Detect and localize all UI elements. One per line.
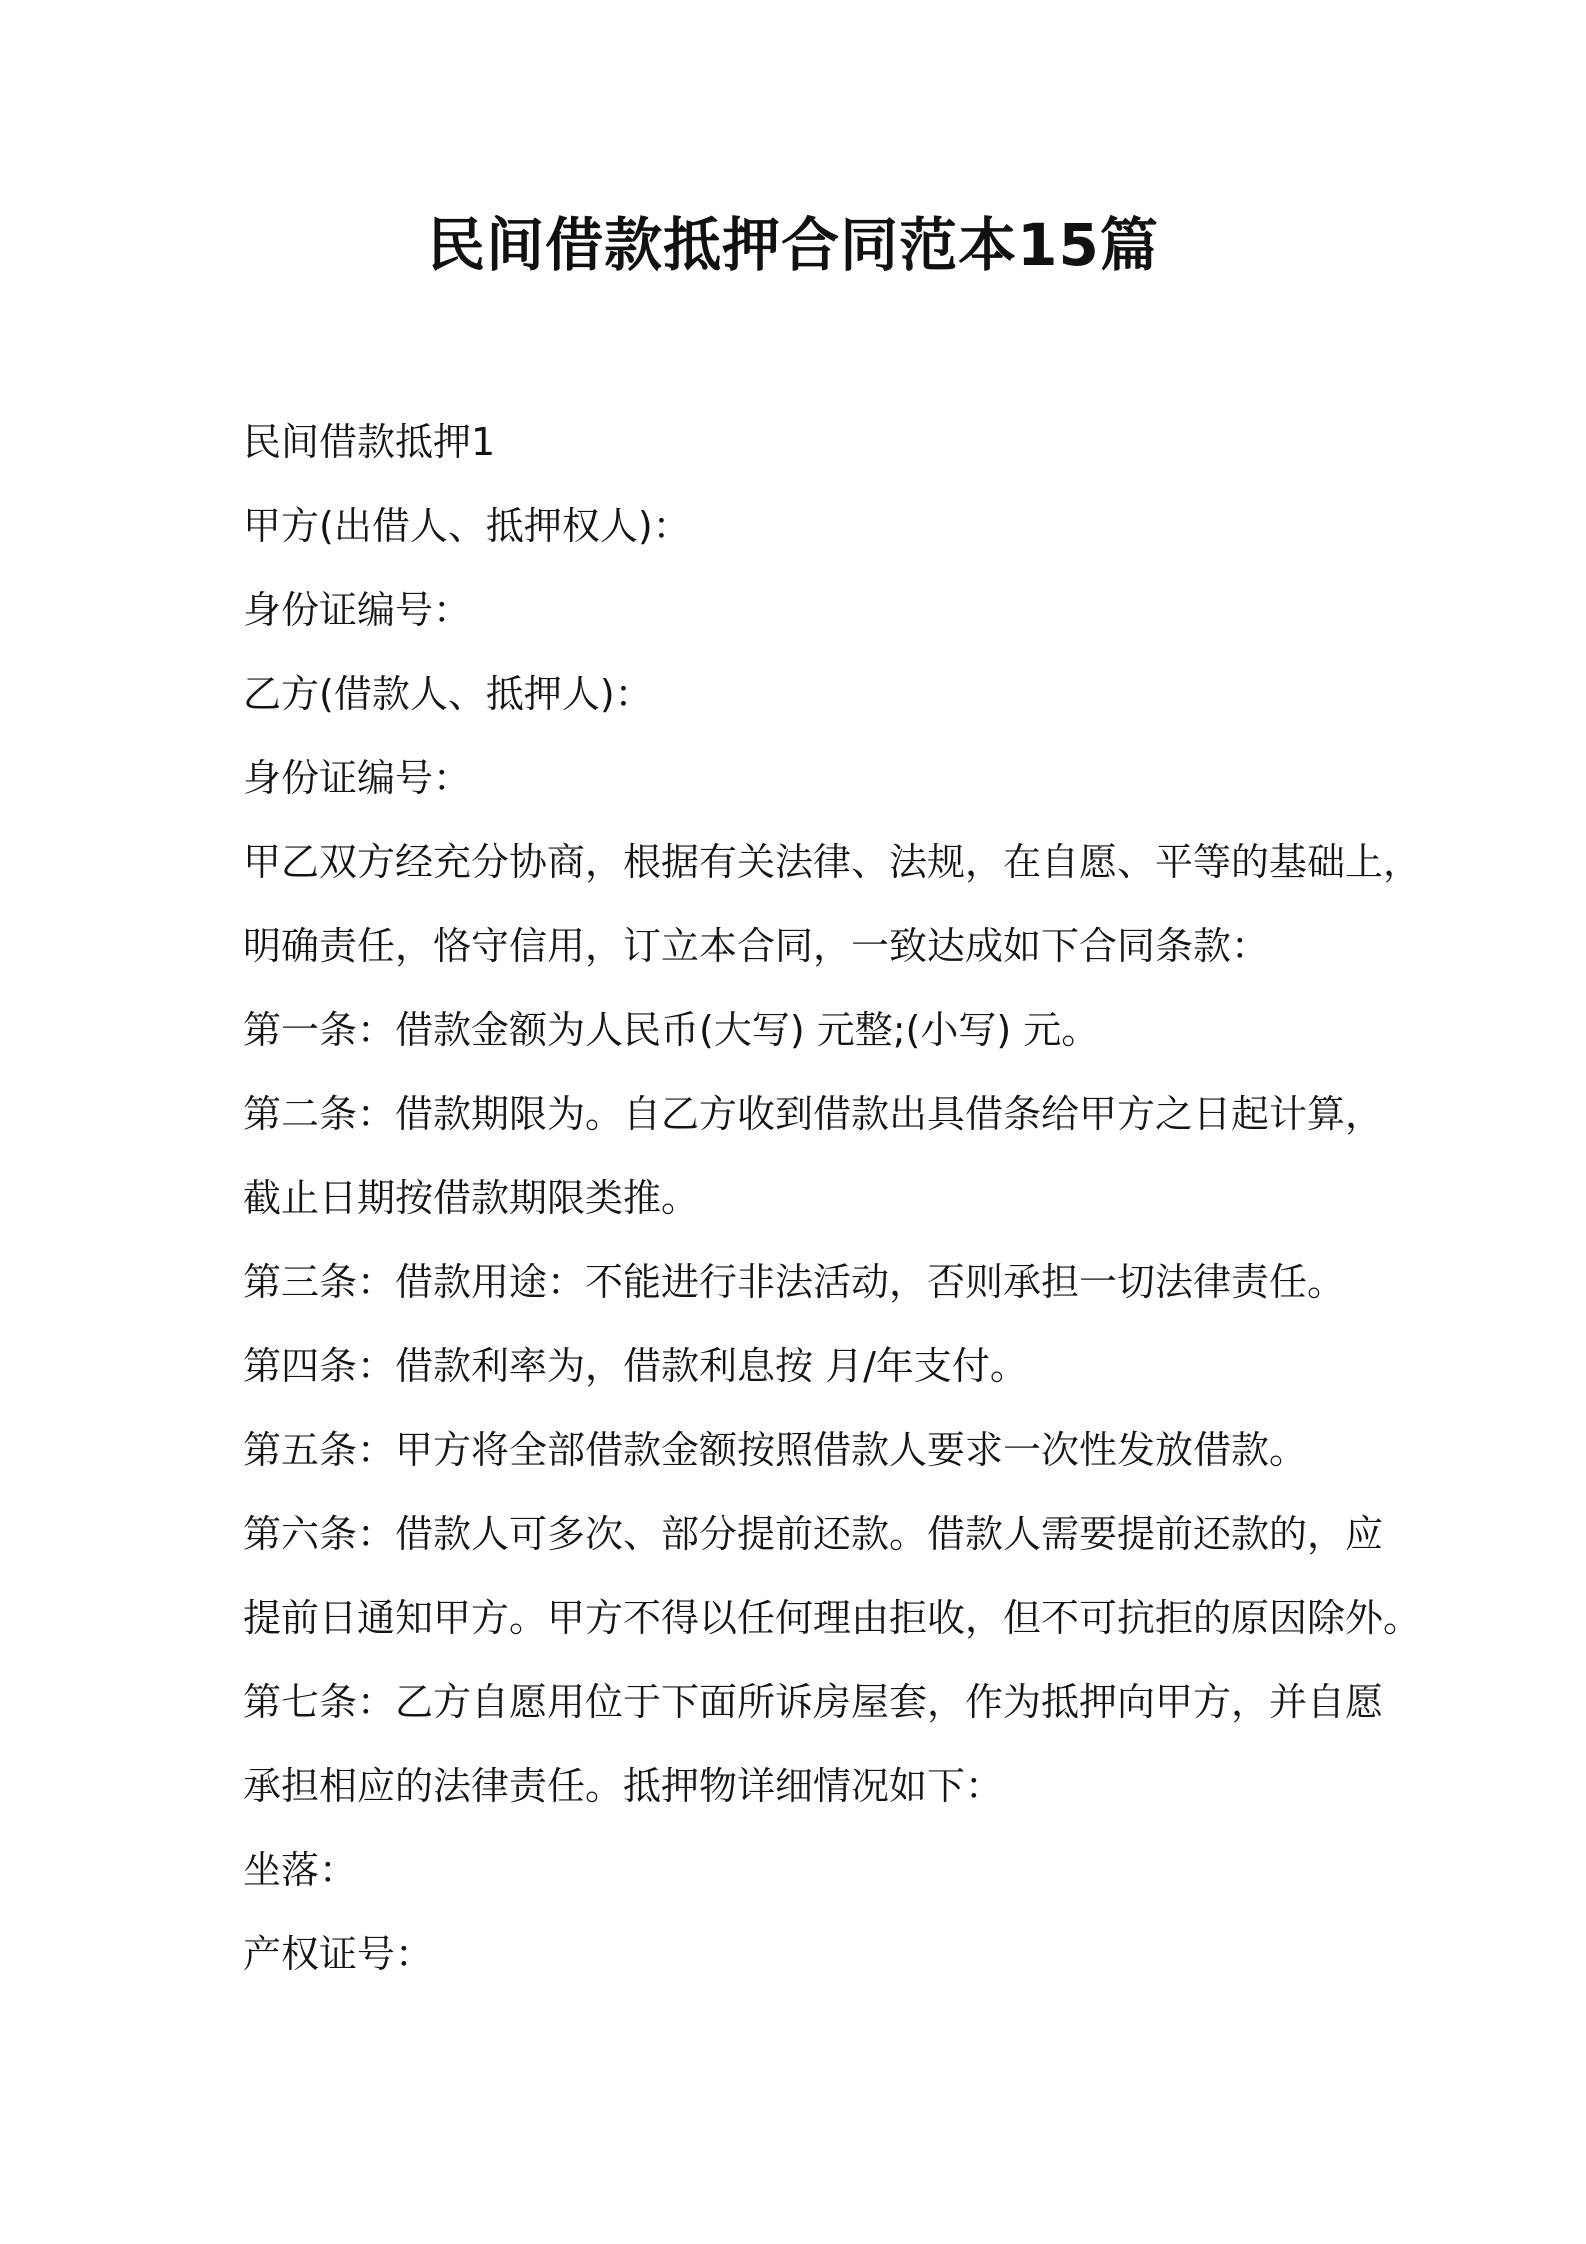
article-6-line-2: 提前日通知甲方。甲方不得以任何理由拒收，但不可抗拒的原因除外。 [243,1596,1422,1640]
article-2-line-2: 截止日期按借款期限类推。 [243,1176,700,1220]
article-5: 第五条：甲方将全部借款金额按照借款人要求一次性发放借款。 [243,1428,1308,1472]
article-2-line-1: 第二条：借款期限为。自乙方收到借款出具借条给甲方之日起计算， [243,1092,1384,1136]
article-7-line-1: 第七条：乙方自愿用位于下面所诉房屋套，作为抵押向甲方，并自愿 [243,1680,1384,1724]
party-a-line: 甲方(出借人、抵押权人)： [243,504,691,548]
article-3: 第三条：借款用途：不能进行非法活动，否则承担一切法律责任。 [243,1260,1346,1304]
article-4: 第四条：借款利率为，借款利息按 月/年支付。 [243,1344,1028,1388]
location-line: 坐落： [243,1848,358,1892]
party-a-id-line: 身份证编号： [243,588,472,632]
article-6-line-1: 第六条：借款人可多次、部分提前还款。借款人需要提前还款的，应 [243,1512,1384,1556]
article-7-line-2: 承担相应的法律责任。抵押物详细情况如下： [243,1764,1004,1808]
property-cert-line: 产权证号： [243,1932,434,1976]
document-body [243,400,1422,1996]
section-heading: 民间借款抵押1 [243,420,496,464]
document-title: 民间借款抵押合同范本15篇 [427,211,1159,279]
preamble-line-1: 甲乙双方经充分协商，根据有关法律、法规，在自愿、平等的基础上， [243,840,1422,884]
preamble-line-2: 明确责任，恪守信用，订立本合同，一致达成如下合同条款： [243,924,1270,968]
party-b-line: 乙方(借款人、抵押人)： [243,672,653,716]
party-b-id-line: 身份证编号： [243,756,472,800]
article-1: 第一条：借款金额为人民币(大写) 元整;(小写) 元。 [243,1008,1100,1052]
